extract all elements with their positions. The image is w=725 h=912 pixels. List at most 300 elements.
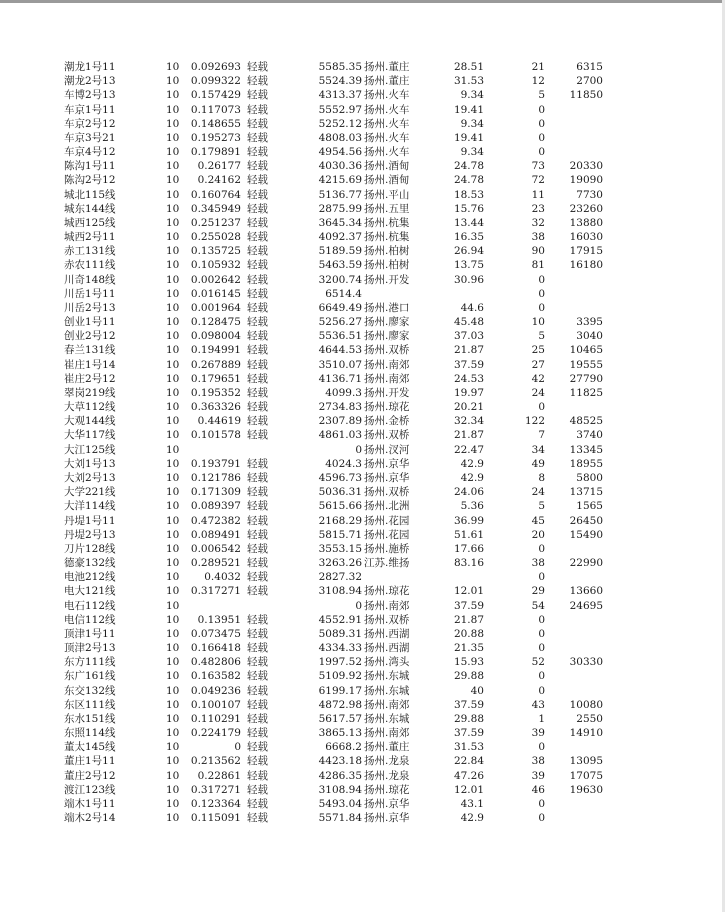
cell-voltage[interactable]: 10 — [166, 571, 180, 584]
cell-line-name[interactable]: 大刘2号13 — [64, 471, 116, 484]
cell-line-length[interactable]: 19.41 — [453, 131, 484, 144]
cell-load-status[interactable]: 轻载 — [247, 500, 268, 513]
cell-line-name[interactable]: 大刘1号13 — [64, 457, 116, 470]
cell-load-rate[interactable]: 0.482806 — [190, 656, 241, 669]
cell-substation[interactable]: 扬州.开发 — [364, 273, 410, 286]
cell-line-name[interactable]: 车博2号13 — [64, 89, 116, 102]
cell-line-name[interactable]: 端木1号11 — [64, 797, 116, 810]
cell-voltage[interactable]: 10 — [166, 401, 180, 414]
cell-user-count[interactable]: 0 — [538, 741, 545, 754]
cell-substation[interactable]: 扬州.火车 — [364, 89, 410, 102]
cell-capacity[interactable]: 6649.49 — [318, 301, 362, 314]
cell-line-length[interactable]: 37.03 — [453, 330, 484, 343]
cell-substation[interactable]: 扬州.龙泉 — [364, 755, 410, 768]
cell-load-rate[interactable]: 0.26177 — [197, 160, 241, 173]
cell-user-count[interactable]: 11 — [531, 188, 545, 201]
cell-line-name[interactable]: 东交132线 — [64, 684, 116, 697]
cell-load-rate[interactable]: 0.213562 — [190, 755, 241, 768]
cell-load-status[interactable]: 轻载 — [247, 741, 268, 754]
cell-capacity[interactable]: 1997.52 — [318, 656, 362, 669]
cell-load-rate[interactable]: 0.267889 — [190, 358, 241, 371]
cell-voltage[interactable]: 10 — [166, 386, 180, 399]
cell-voltage[interactable]: 10 — [166, 486, 180, 499]
cell-voltage[interactable]: 10 — [166, 415, 180, 428]
cell-line-length[interactable]: 31.53 — [453, 75, 484, 88]
cell-load-rate[interactable]: 0.092693 — [190, 61, 241, 73]
cell-load-status[interactable]: 轻载 — [247, 117, 268, 130]
cell-load-status[interactable]: 轻载 — [247, 471, 268, 484]
cell-load-rate[interactable]: 0.163582 — [190, 670, 241, 683]
cell-capacity[interactable]: 4030.36 — [318, 160, 362, 173]
cell-user-count[interactable]: 90 — [531, 245, 545, 258]
cell-load-rate[interactable]: 0.115091 — [190, 812, 241, 825]
cell-total-capacity[interactable]: 15490 — [569, 528, 603, 541]
cell-user-count[interactable]: 7 — [538, 429, 545, 442]
cell-capacity[interactable]: 5571.84 — [318, 812, 362, 825]
cell-substation[interactable]: 扬州.双桥 — [364, 613, 410, 626]
cell-load-rate[interactable]: 0.100107 — [190, 698, 241, 711]
cell-substation[interactable]: 扬州.南郊 — [364, 358, 410, 371]
cell-total-capacity[interactable]: 13715 — [569, 486, 603, 499]
cell-user-count[interactable]: 8 — [538, 471, 545, 484]
cell-voltage[interactable]: 10 — [166, 471, 180, 484]
cell-load-rate[interactable]: 0.049236 — [190, 684, 241, 697]
cell-line-length[interactable]: 24.78 — [453, 160, 484, 173]
cell-substation[interactable]: 扬州.董庄 — [364, 741, 410, 754]
cell-line-name[interactable]: 春兰131线 — [64, 344, 116, 357]
cell-line-length[interactable]: 26.94 — [453, 245, 484, 258]
cell-line-name[interactable]: 东照114线 — [64, 727, 116, 740]
cell-line-name[interactable]: 端木2号14 — [64, 812, 116, 825]
cell-line-name[interactable]: 创业1号11 — [64, 316, 116, 329]
cell-line-name[interactable]: 车京1号11 — [64, 103, 116, 116]
cell-load-rate[interactable]: 0.001964 — [190, 301, 241, 314]
cell-line-name[interactable]: 城北115线 — [64, 188, 116, 201]
cell-line-length[interactable]: 20.21 — [453, 401, 484, 414]
cell-load-rate[interactable]: 0.195273 — [190, 131, 241, 144]
cell-user-count[interactable]: 20 — [531, 528, 545, 541]
cell-line-name[interactable]: 川岳1号11 — [64, 287, 116, 300]
cell-substation[interactable]: 扬州.董庄 — [364, 75, 410, 88]
cell-total-capacity[interactable]: 20330 — [569, 160, 603, 173]
cell-user-count[interactable]: 34 — [531, 443, 545, 456]
cell-capacity[interactable]: 3200.74 — [318, 273, 362, 286]
cell-load-status[interactable]: 轻载 — [247, 401, 268, 414]
cell-voltage[interactable]: 10 — [166, 769, 180, 782]
cell-substation[interactable]: 扬州.东城 — [364, 684, 410, 697]
cell-voltage[interactable]: 10 — [166, 528, 180, 541]
cell-capacity[interactable]: 4872.98 — [318, 698, 362, 711]
cell-total-capacity[interactable]: 17915 — [569, 245, 603, 258]
cell-substation[interactable]: 扬州.火车 — [364, 103, 410, 116]
cell-substation[interactable]: 扬州.南郊 — [364, 727, 410, 740]
cell-load-status[interactable]: 轻载 — [247, 89, 268, 102]
cell-load-status[interactable]: 轻载 — [247, 571, 268, 584]
cell-substation[interactable]: 扬州.港口 — [364, 301, 410, 314]
cell-substation[interactable]: 扬州.西湖 — [364, 642, 410, 655]
cell-total-capacity[interactable]: 19630 — [569, 783, 603, 796]
cell-load-status[interactable]: 轻载 — [247, 202, 268, 215]
cell-line-length[interactable]: 37.59 — [453, 698, 484, 711]
cell-line-name[interactable]: 董太145线 — [64, 741, 116, 754]
cell-substation[interactable]: 扬州.柏树 — [364, 259, 410, 272]
cell-voltage[interactable]: 10 — [166, 712, 180, 725]
cell-line-length[interactable]: 29.88 — [453, 712, 484, 725]
cell-capacity[interactable]: 4286.35 — [318, 769, 362, 782]
cell-capacity[interactable]: 5524.39 — [318, 75, 362, 88]
cell-load-rate[interactable]: 0.089491 — [190, 528, 241, 541]
cell-substation[interactable]: 扬州.火车 — [364, 146, 410, 159]
cell-line-name[interactable]: 德豪132线 — [64, 557, 116, 570]
cell-line-length[interactable]: 43.1 — [460, 797, 484, 810]
cell-capacity[interactable]: 4092.37 — [318, 231, 362, 244]
cell-voltage[interactable]: 10 — [166, 599, 180, 612]
cell-line-name[interactable]: 赤工131线 — [64, 245, 116, 258]
cell-line-length[interactable]: 47.26 — [453, 769, 484, 782]
cell-load-status[interactable]: 轻载 — [247, 386, 268, 399]
cell-user-count[interactable]: 0 — [538, 613, 545, 626]
cell-load-rate[interactable]: 0.22861 — [197, 769, 241, 782]
cell-user-count[interactable]: 49 — [531, 457, 545, 470]
cell-load-rate[interactable]: 0.24162 — [197, 174, 241, 187]
cell-total-capacity[interactable]: 13345 — [569, 443, 603, 456]
cell-load-rate[interactable]: 0.317271 — [190, 585, 241, 598]
cell-total-capacity[interactable]: 5800 — [576, 471, 603, 484]
cell-load-status[interactable]: 轻载 — [247, 61, 268, 73]
cell-load-status[interactable]: 轻载 — [247, 528, 268, 541]
cell-total-capacity[interactable]: 7730 — [576, 188, 603, 201]
cell-user-count[interactable]: 38 — [531, 231, 545, 244]
cell-voltage[interactable]: 10 — [166, 259, 180, 272]
cell-load-status[interactable]: 轻载 — [247, 698, 268, 711]
cell-substation[interactable]: 扬州.双桥 — [364, 429, 410, 442]
cell-line-name[interactable]: 潮龙1号11 — [64, 61, 116, 73]
cell-user-count[interactable]: 24 — [531, 386, 545, 399]
cell-load-rate[interactable]: 0.224179 — [190, 727, 241, 740]
cell-line-name[interactable]: 城东144线 — [64, 202, 116, 215]
cell-total-capacity[interactable]: 11825 — [569, 386, 603, 399]
cell-total-capacity[interactable]: 13880 — [569, 216, 603, 229]
cell-user-count[interactable]: 0 — [538, 273, 545, 286]
cell-substation[interactable]: 扬州.双桥 — [364, 344, 410, 357]
cell-line-name[interactable]: 车京4号12 — [64, 146, 116, 159]
cell-load-rate[interactable]: 0.317271 — [190, 783, 241, 796]
cell-line-length[interactable]: 20.88 — [453, 627, 484, 640]
cell-line-name[interactable]: 城西2号11 — [64, 231, 116, 244]
cell-line-name[interactable]: 崔庄1号14 — [64, 358, 116, 371]
cell-voltage[interactable]: 10 — [166, 146, 180, 159]
cell-load-status[interactable]: 轻载 — [247, 797, 268, 810]
cell-user-count[interactable]: 25 — [531, 344, 545, 357]
cell-capacity[interactable]: 2168.29 — [318, 514, 362, 527]
cell-capacity[interactable]: 5463.59 — [318, 259, 362, 272]
cell-total-capacity[interactable]: 13660 — [569, 585, 603, 598]
cell-user-count[interactable]: 27 — [531, 358, 545, 371]
cell-substation[interactable]: 扬州.东城 — [364, 712, 410, 725]
cell-load-status[interactable]: 轻载 — [247, 273, 268, 286]
cell-substation[interactable]: 扬州.开发 — [364, 386, 410, 399]
cell-user-count[interactable]: 54 — [531, 599, 545, 612]
cell-line-name[interactable]: 城西125线 — [64, 216, 116, 229]
cell-capacity[interactable]: 6199.17 — [318, 684, 362, 697]
cell-load-status[interactable]: 轻载 — [247, 358, 268, 371]
cell-line-name[interactable]: 赤农111线 — [64, 259, 116, 272]
cell-line-name[interactable]: 顶津1号11 — [64, 627, 116, 640]
cell-capacity[interactable]: 3108.94 — [318, 783, 362, 796]
cell-load-status[interactable]: 轻载 — [247, 316, 268, 329]
cell-substation[interactable]: 扬州.京华 — [364, 797, 410, 810]
cell-user-count[interactable]: 0 — [538, 627, 545, 640]
cell-user-count[interactable]: 38 — [531, 755, 545, 768]
cell-load-rate[interactable]: 0.195352 — [190, 386, 241, 399]
cell-line-name[interactable]: 车京2号12 — [64, 117, 116, 130]
cell-voltage[interactable]: 10 — [166, 103, 180, 116]
cell-user-count[interactable]: 46 — [531, 783, 545, 796]
cell-line-name[interactable]: 大华117线 — [64, 429, 116, 442]
cell-capacity[interactable]: 4313.37 — [318, 89, 362, 102]
cell-load-rate[interactable]: 0.128475 — [190, 316, 241, 329]
cell-load-status[interactable]: 轻载 — [247, 557, 268, 570]
cell-load-rate[interactable]: 0.089397 — [190, 500, 241, 513]
cell-user-count[interactable]: 72 — [531, 174, 545, 187]
cell-load-status[interactable]: 轻载 — [247, 188, 268, 201]
cell-line-length[interactable]: 24.06 — [453, 486, 484, 499]
cell-load-status[interactable]: 轻载 — [247, 670, 268, 683]
cell-load-status[interactable]: 轻载 — [247, 231, 268, 244]
cell-voltage[interactable]: 10 — [166, 316, 180, 329]
cell-line-length[interactable]: 21.87 — [453, 613, 484, 626]
cell-capacity[interactable]: 4215.69 — [318, 174, 362, 187]
cell-voltage[interactable]: 10 — [166, 358, 180, 371]
cell-line-name[interactable]: 大草112线 — [64, 401, 116, 414]
cell-substation[interactable]: 扬州.南郊 — [364, 698, 410, 711]
cell-load-status[interactable]: 轻载 — [247, 131, 268, 144]
cell-capacity[interactable]: 5493.04 — [318, 797, 362, 810]
cell-user-count[interactable]: 0 — [538, 797, 545, 810]
cell-line-length[interactable]: 32.34 — [453, 415, 484, 428]
cell-line-length[interactable]: 44.6 — [460, 301, 484, 314]
cell-capacity[interactable]: 5256.27 — [318, 316, 362, 329]
cell-line-name[interactable]: 电池212线 — [64, 571, 116, 584]
cell-load-rate[interactable]: 0.166418 — [190, 642, 241, 655]
cell-load-status[interactable]: 轻载 — [247, 160, 268, 173]
cell-voltage[interactable]: 10 — [166, 727, 180, 740]
cell-capacity[interactable]: 4552.91 — [318, 613, 362, 626]
cell-voltage[interactable]: 10 — [166, 443, 180, 456]
cell-line-name[interactable]: 川岳2号13 — [64, 301, 116, 314]
cell-line-name[interactable]: 电石112线 — [64, 599, 116, 612]
cell-total-capacity[interactable]: 16180 — [569, 259, 603, 272]
cell-line-length[interactable]: 37.59 — [453, 599, 484, 612]
cell-user-count[interactable]: 39 — [531, 769, 545, 782]
cell-total-capacity[interactable]: 16030 — [569, 231, 603, 244]
cell-load-status[interactable]: 轻载 — [247, 642, 268, 655]
cell-line-length[interactable]: 5.36 — [460, 500, 484, 513]
cell-load-rate[interactable]: 0.179891 — [190, 146, 241, 159]
cell-line-name[interactable]: 陈沟2号12 — [64, 174, 116, 187]
cell-line-name[interactable]: 电信112线 — [64, 613, 116, 626]
cell-line-name[interactable]: 东水151线 — [64, 712, 116, 725]
cell-user-count[interactable]: 0 — [538, 542, 545, 555]
cell-voltage[interactable]: 10 — [166, 613, 180, 626]
cell-load-status[interactable]: 轻载 — [247, 103, 268, 116]
cell-substation[interactable]: 扬州.汊河 — [364, 443, 410, 456]
cell-capacity[interactable]: 3553.15 — [318, 542, 362, 555]
cell-capacity[interactable]: 0 — [355, 599, 362, 612]
cell-user-count[interactable]: 0 — [538, 571, 545, 584]
cell-substation[interactable]: 扬州.金桥 — [364, 415, 410, 428]
cell-substation[interactable]: 扬州.琼花 — [364, 401, 410, 414]
cell-line-name[interactable]: 大洋114线 — [64, 500, 116, 513]
cell-line-length[interactable]: 29.88 — [453, 670, 484, 683]
cell-voltage[interactable]: 10 — [166, 627, 180, 640]
cell-line-name[interactable]: 大学221线 — [64, 486, 116, 499]
cell-line-length[interactable]: 16.35 — [453, 231, 484, 244]
cell-load-rate[interactable]: 0.135725 — [190, 245, 241, 258]
cell-substation[interactable]: 扬州.柏树 — [364, 245, 410, 258]
cell-line-name[interactable]: 电大121线 — [64, 585, 116, 598]
cell-load-status[interactable]: 轻载 — [247, 514, 268, 527]
cell-user-count[interactable]: 45 — [531, 514, 545, 527]
cell-capacity[interactable]: 4099.3 — [325, 386, 362, 399]
cell-line-name[interactable]: 东区111线 — [64, 698, 116, 711]
cell-line-length[interactable]: 31.53 — [453, 741, 484, 754]
cell-load-rate[interactable]: 0.016145 — [190, 287, 241, 300]
cell-load-rate[interactable]: 0.117073 — [190, 103, 241, 116]
cell-capacity[interactable]: 3865.13 — [318, 727, 362, 740]
cell-capacity[interactable]: 5189.59 — [318, 245, 362, 258]
cell-load-rate[interactable]: 0.363326 — [190, 401, 241, 414]
cell-substation[interactable]: 扬州.京华 — [364, 457, 410, 470]
cell-voltage[interactable]: 10 — [166, 542, 180, 555]
cell-line-length[interactable]: 12.01 — [453, 783, 484, 796]
cell-line-length[interactable]: 9.34 — [460, 89, 484, 102]
cell-user-count[interactable]: 0 — [538, 287, 545, 300]
cell-capacity[interactable]: 6514.4 — [325, 287, 362, 300]
cell-substation[interactable]: 扬州.廖家 — [364, 316, 410, 329]
cell-capacity[interactable]: 5136.77 — [318, 188, 362, 201]
cell-total-capacity[interactable]: 18955 — [569, 457, 603, 470]
cell-user-count[interactable]: 0 — [538, 131, 545, 144]
cell-load-rate[interactable]: 0.110291 — [190, 712, 241, 725]
cell-substation[interactable]: 扬州.施桥 — [364, 542, 410, 555]
cell-capacity[interactable]: 5615.66 — [318, 500, 362, 513]
cell-line-name[interactable]: 陈沟1号11 — [64, 160, 116, 173]
cell-user-count[interactable]: 0 — [538, 812, 545, 825]
cell-capacity[interactable]: 5089.31 — [318, 627, 362, 640]
cell-line-length[interactable]: 42.9 — [460, 471, 484, 484]
cell-user-count[interactable]: 5 — [538, 89, 545, 102]
cell-voltage[interactable]: 10 — [166, 287, 180, 300]
cell-line-name[interactable]: 丹堤1号11 — [64, 514, 116, 527]
cell-voltage[interactable]: 10 — [166, 75, 180, 88]
cell-line-name[interactable]: 丹堤2号13 — [64, 528, 116, 541]
cell-load-status[interactable]: 轻载 — [247, 684, 268, 697]
cell-line-name[interactable]: 崔庄2号12 — [64, 372, 116, 385]
cell-voltage[interactable]: 10 — [166, 755, 180, 768]
cell-total-capacity[interactable]: 2550 — [576, 712, 603, 725]
cell-voltage[interactable]: 10 — [166, 457, 180, 470]
cell-substation[interactable]: 扬州.琼花 — [364, 783, 410, 796]
cell-capacity[interactable]: 4808.03 — [318, 131, 362, 144]
cell-voltage[interactable]: 10 — [166, 188, 180, 201]
cell-voltage[interactable]: 10 — [166, 174, 180, 187]
cell-total-capacity[interactable]: 48525 — [569, 415, 603, 428]
cell-load-rate[interactable]: 0.179651 — [190, 372, 241, 385]
cell-line-name[interactable]: 董庄1号11 — [64, 755, 116, 768]
cell-load-rate[interactable]: 0.101578 — [190, 429, 241, 442]
cell-load-status[interactable]: 轻载 — [247, 812, 268, 825]
cell-substation[interactable]: 扬州.西湖 — [364, 627, 410, 640]
cell-load-rate[interactable]: 0 — [234, 741, 241, 754]
cell-total-capacity[interactable]: 6315 — [576, 61, 603, 73]
cell-substation[interactable]: 扬州.京华 — [364, 812, 410, 825]
cell-line-length[interactable]: 15.76 — [453, 202, 484, 215]
cell-user-count[interactable]: 0 — [538, 117, 545, 130]
cell-line-length[interactable]: 21.87 — [453, 344, 484, 357]
cell-capacity[interactable]: 5617.57 — [318, 712, 362, 725]
cell-load-status[interactable]: 轻载 — [247, 585, 268, 598]
cell-load-status[interactable]: 轻载 — [247, 429, 268, 442]
cell-total-capacity[interactable]: 10465 — [569, 344, 603, 357]
cell-user-count[interactable]: 0 — [538, 301, 545, 314]
cell-load-rate[interactable]: 0.123364 — [190, 797, 241, 810]
cell-line-length[interactable]: 21.87 — [453, 429, 484, 442]
cell-line-length[interactable]: 19.41 — [453, 103, 484, 116]
cell-voltage[interactable]: 10 — [166, 273, 180, 286]
cell-load-rate[interactable]: 0.006542 — [190, 542, 241, 555]
cell-user-count[interactable]: 0 — [538, 642, 545, 655]
cell-voltage[interactable]: 10 — [166, 684, 180, 697]
cell-load-status[interactable]: 轻载 — [247, 245, 268, 258]
cell-capacity[interactable]: 2875.99 — [318, 202, 362, 215]
cell-load-rate[interactable]: 0.171309 — [190, 486, 241, 499]
cell-total-capacity[interactable]: 11850 — [569, 89, 603, 102]
cell-line-length[interactable]: 30.96 — [453, 273, 484, 286]
cell-substation[interactable]: 扬州.花园 — [364, 528, 410, 541]
cell-substation[interactable]: 扬州.酒甸 — [364, 160, 410, 173]
cell-capacity[interactable]: 5036.31 — [318, 486, 362, 499]
cell-substation[interactable]: 扬州.东城 — [364, 670, 410, 683]
cell-total-capacity[interactable]: 24695 — [569, 599, 603, 612]
cell-line-length[interactable]: 9.34 — [460, 117, 484, 130]
cell-line-name[interactable]: 创业2号12 — [64, 330, 116, 343]
cell-line-length[interactable]: 19.97 — [453, 386, 484, 399]
cell-line-length[interactable]: 13.75 — [453, 259, 484, 272]
cell-total-capacity[interactable]: 19090 — [569, 174, 603, 187]
cell-load-rate[interactable]: 0.289521 — [190, 557, 241, 570]
cell-load-status[interactable]: 轻载 — [247, 627, 268, 640]
cell-capacity[interactable]: 4423.18 — [318, 755, 362, 768]
cell-line-length[interactable]: 22.47 — [453, 443, 484, 456]
cell-substation[interactable]: 扬州.火车 — [364, 131, 410, 144]
cell-line-length[interactable]: 45.48 — [453, 316, 484, 329]
cell-total-capacity[interactable]: 22990 — [569, 557, 603, 570]
cell-user-count[interactable]: 43 — [531, 698, 545, 711]
cell-user-count[interactable]: 81 — [531, 259, 545, 272]
cell-substation[interactable]: 扬州.平山 — [364, 188, 410, 201]
cell-line-name[interactable]: 东方111线 — [64, 656, 116, 669]
cell-total-capacity[interactable]: 3740 — [576, 429, 603, 442]
cell-total-capacity[interactable]: 17075 — [569, 769, 603, 782]
cell-voltage[interactable]: 10 — [166, 429, 180, 442]
cell-total-capacity[interactable]: 3040 — [576, 330, 603, 343]
cell-substation[interactable]: 扬州.董庄 — [364, 61, 410, 73]
cell-substation[interactable]: 扬州.双桥 — [364, 486, 410, 499]
cell-total-capacity[interactable]: 26450 — [569, 514, 603, 527]
cell-line-length[interactable]: 15.93 — [453, 656, 484, 669]
cell-load-status[interactable]: 轻载 — [247, 486, 268, 499]
